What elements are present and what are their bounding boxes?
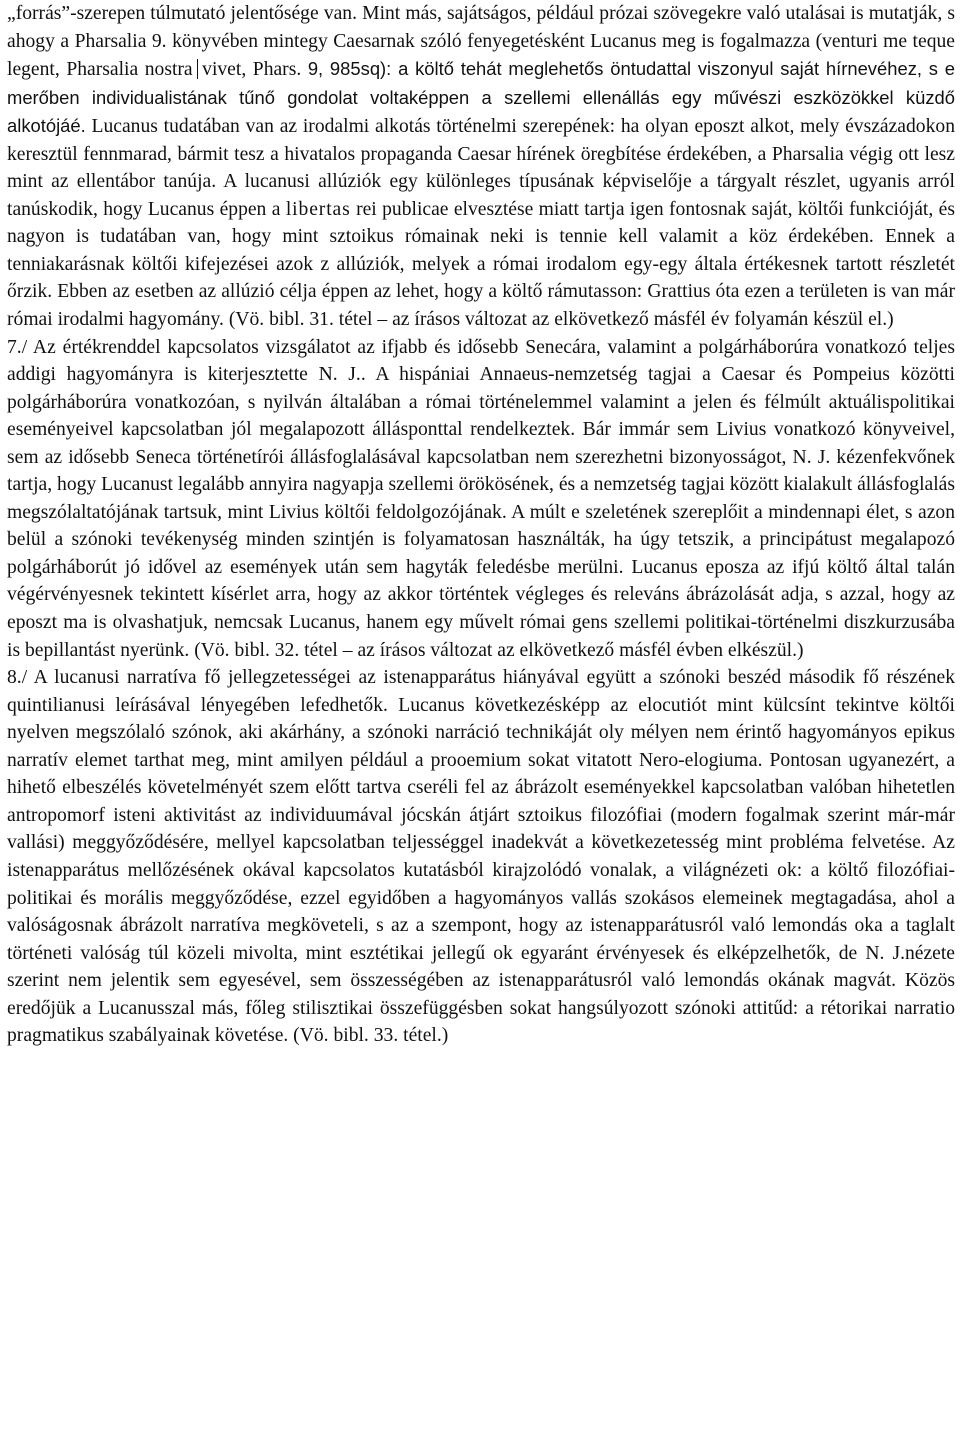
- paragraph-6: [7, 0, 955, 334]
- paragraph-6-text-b: vivet, Phars.: [202, 59, 302, 81]
- document-page: [7, 0, 955, 1050]
- separator-bar: [197, 59, 199, 79]
- term-publicae: publicae: [382, 198, 449, 220]
- paragraph-6-text-e: elvesztése miatt tartja igen fontosnak saját, költői funkcióját, és nagyon is tudatában van, hogy mint sztoikus rómainak neki is tennie kell valamit a köz érdekében. Ennek a tenniakarásnak költői kifejezései azok z allúziók, melyek a római irodalom egy-egy általa értékesnek tartott részletét őrzik. Ebben az esetben az allúzió célja éppen az lehet, hogy a költő rámutasson: Grattius óta ezen a területen is van már római irodalmi hagyomány. (Vö. bibl. 31. tétel – az írásos változat az elkövetkező másfél év folyamán készül el.): [7, 198, 955, 331]
- paragraph-6-text-a: „forrás”-szerepen túlmutató jelentősége van. Mint más, sajátságos, például prózai szövegekre való utalásai is mutatják, s ahogy a Pharsalia 9. könyvében mintegy Caesarnak szóló fenyegetésként Lucanus meg is fogalmazza (venturi me teque legent, Pharsalia nostra: [7, 3, 955, 81]
- paragraph-7: 7./ Az értékrenddel kapcsolatos vizsgálatot az ifjabb és idősebb Senecára, valamint a polgárháborúra vonatkozó teljes addigi hagyományra is kiterjesztette N. J.. A hispániai Annaeus-nemzetség tagjai a Caesar és Pompeius közötti polgárháborúra vonatkozóan, s nyilván általában a római történelemmel valamint a jelen és félmúlt aktuálispolitikai eseményeivel kapcsolatban jól megalapozott állásponttal rendelkeztek. Bár immár sem Livius vonatkozó könyveivel, sem az idősebb Seneca történetírói állásfoglalásával kapcsolatban nem szerezhetni bizonyosságot, N. J. kézenfekvőnek tartja, hogy Lucanust legalább annyira nagyapja szellemi örökösének, és a nemzetség tagjai között kialakult állásfoglalás megszólaltatójának tartsuk, mint Livius költői feldolgozójának. A múlt e szeletének szereplőit a mindennapi élet, s azon belül a szónoki tevékenység minden szintjén is folyamatosan használták, ha úgy tetszik, a principátust megalapozó polgárháborút jó idővel az események után sem hagyták feledésbe merülni. Lucanus eposza az ifjú költő által talán végérvényesnek tekintett kísérlet arra, hogy az akkor történtek végleges és releváns ábrázolását adja, s azzal, hogy az eposzt ma is olvashatjuk, nemcsak Lucanus, hanem egy művelt római gens szellemi politikai-történelmi diszkurzusába is bepillantást nyerünk. (Vö. bibl. 32. tétel – az írásos változat az elkövetkező másfél évben elkészül.): [7, 336, 955, 661]
- term-rei: rei: [356, 198, 377, 220]
- paragraph-8: 8./ A lucanusi narratíva fő jellegzetességei az istenapparátus hiányával együtt a szónoki beszéd második fő részének quintilianusi leírásával lényegében lefedhetők. Lucanus következésképp az elocutiót mint külcsínt tekintve költői nyelven megszólaló szónok, aki akárhány, a szónoki narráció technikáját oly mélyen nem érintő hagyományos epikus narratív elemet tarthat meg, mint amilyen például a prooemium sokat vitatott Nero-elogiuma. Pontosan ugyanezért, a hihető elbeszélés követelményét szem előtt tartva cseréli fel az ábrázolt eseményekkel kapcsolatban valóban hihetetlen antropomorf isteni aktivitást az individuumával jócskán átjárt sztoikus filozófiai (modern fogalmak szerint már-már vallási) meggyőződésére, mellyel kapcsolatban teljességgel inadekvát a következetesség mint probléma felvetése. Az istenapparátus mellőzésének okával kapcsolatos kutatásból kirajzolódó vonalak, a világnézeti ok: a költő filozófiai-politikai és morális meggyőződése, ezzel egyidőben a hagyományos vallás szokásos elemeinek megtagadása, ahol a valóságosnak ábrázolt narratíva megköveteli, s az a szempont, hogy az istenapparátusról való lemondás oka a taglalt történeti valóság túl közeli mivolta, mint esztétikai jellegű ok egyaránt érvényesek és elképzelhetők, de N. J.nézete szerint nem jelentik sem egyesével, sem összességében az istenapparátusról való lemondás okának magvát. Közös eredőjük a Lucanusszal más, főleg stilisztikai összefüggésben sokat hangsúlyozott szónoki attitűd: a rétorikai narratio pragmatikus szabályainak követése. (Vö. bibl. 33. tétel.): [7, 667, 955, 1047]
- term-libertas: libertas: [285, 198, 351, 220]
- paragraph-6-text-d: Lucanus tudatában van az irodalmi alkotás történelmi szerepének: ha olyan eposzt alkot, mely évszázadokon keresztül fennmarad, bármit tesz a hivatalos propaganda Caesar hírének öregbítése érdekében, a Pharsalia végig ott lesz mint az ellentábor tanúja. A lucanusi allúziók egy különleges típusának képviselője a tárgyalt részlet, ugyanis arról tanúskodik, hogy Lucanus éppen a: [7, 116, 955, 220]
- paragraph-6-text-c: 9, 985sq): a költő tehát meglehetős öntudattal viszonyul saját hírnevéhez, s e merőben individualistának tűnő gondolat voltaképpen a szellemi ellenállás egy művészi eszközökkel küzdő alkotójáé.: [7, 58, 955, 137]
